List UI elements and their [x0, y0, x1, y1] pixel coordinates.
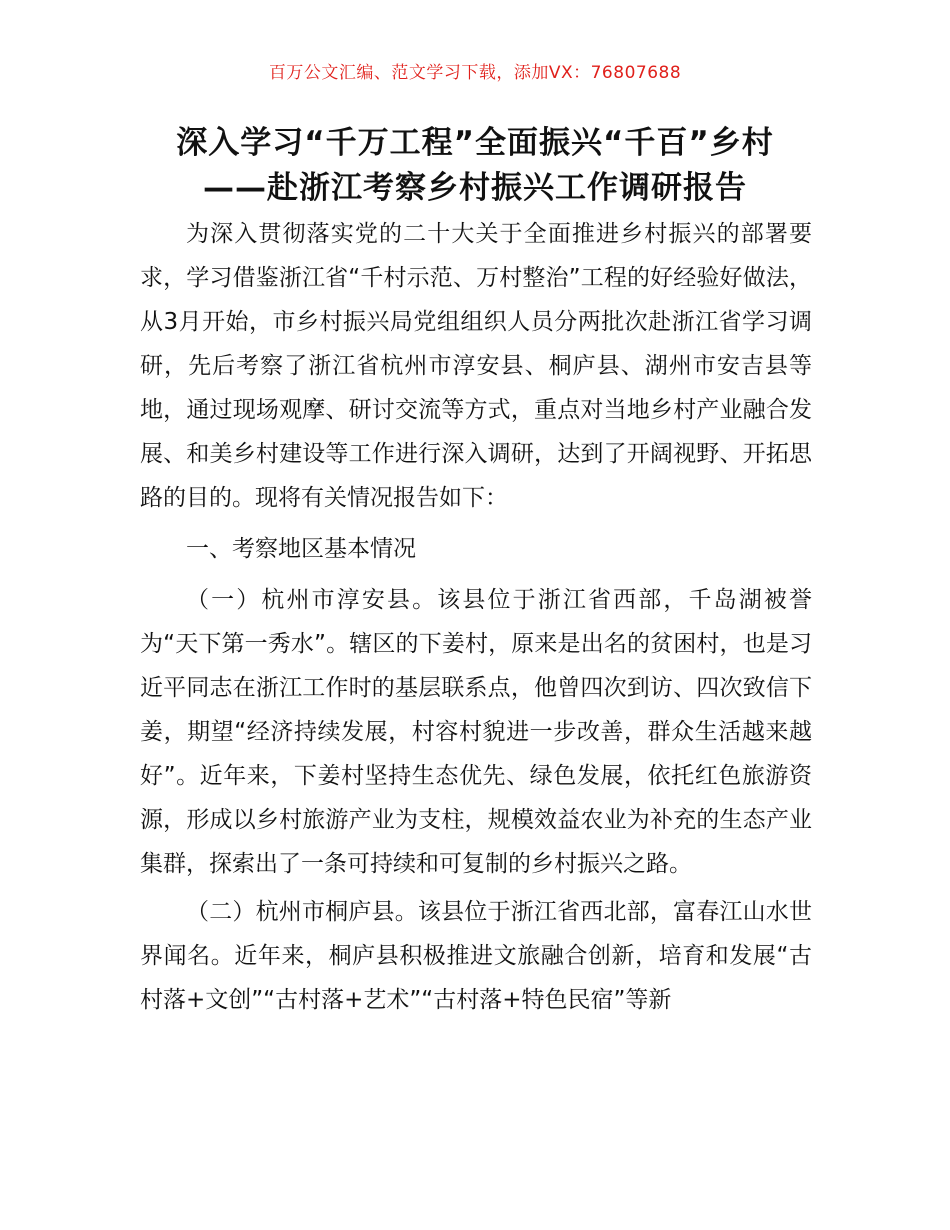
- paragraph-intro: 为深入贯彻落实党的二十大关于全面推进乡村振兴的部署要求，学习借鉴浙江省“千村示范、万村整治”工程的好经验好做法，从3月开始，市乡村振兴局党组组织人员分两批次赴浙江省学习调研，先后考察了浙江省杭州市淳安县、桐庐县、湖州市安吉县等地，通过现场观摩、研讨交流等方式，重点对当地乡村产业融合发展、和美乡村建设等工作进行深入调研，达到了开阔视野、开拓思路的目的。现将有关情况报告如下：: [140, 221, 812, 511]
- header-watermark-note: 百万公文汇编、范文学习下载，添加VX：76807688: [268, 63, 682, 83]
- section-heading-1: 一、考察地区基本情况: [186, 536, 416, 562]
- document-title-line-2: ——赴浙江考察乡村振兴工作调研报告: [203, 170, 747, 206]
- document-body: [140, 212, 812, 1022]
- document-title-line-1: 深入学习“千万工程”全面振兴“千百”乡村: [176, 125, 774, 161]
- paragraph-chunan: （一）杭州市淳安县。该县位于浙江省西部，千岛湖被誉为“天下第一秀水”。辖区的下姜村，原来是出名的贫困村，也是习近平同志在浙江工作时的基层联系点，他曾四次到访、四次致信下姜，期望“经济持续发展，村容村貌进一步改善，群众生活越来越好”。近年来，下姜村坚持生态优先、绿色发展，依托红色旅游资源，形成以乡村旅游产业为支柱，规模效益农业为补充的生态产业集群，探索出了一条可持续和可复制的乡村振兴之路。: [140, 587, 812, 877]
- paragraph-tonglu: （二）杭州市桐庐县。该县位于浙江省西北部，富春江山水世界闻名。近年来，桐庐县积极推进文旅融合创新，培育和发展“古村落+文创”“古村落+艺术”“古村落+特色民宿”等新: [140, 899, 812, 1013]
